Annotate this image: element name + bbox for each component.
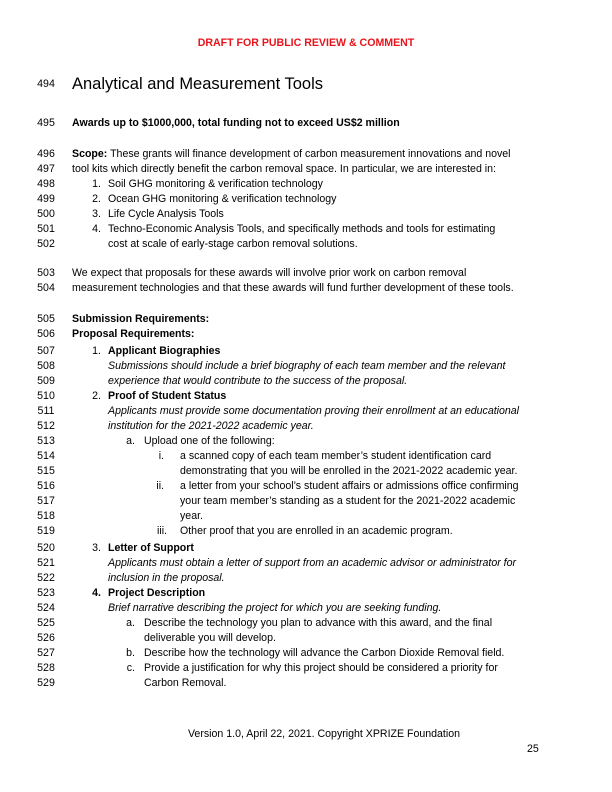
scope-line xyxy=(72,147,511,162)
scope-text: These grants will finance development of carbon measurement innovations and novel xyxy=(107,148,511,160)
list-marker: 2. xyxy=(92,390,101,402)
section-heading: Analytical and Measurement Tools xyxy=(72,75,323,93)
line-number: 507 xyxy=(37,345,55,357)
text-line: deliverable you will develop. xyxy=(144,632,276,644)
list-marker: i. xyxy=(158,450,164,462)
text-line: measurement technologies and that these awards will fund further development of these tools. xyxy=(72,282,514,294)
bold-text-line: Proof of Student Status xyxy=(108,390,227,402)
line-number: 496 xyxy=(37,148,55,160)
list-marker: b. xyxy=(126,647,135,659)
bold-text-line: Project Description xyxy=(108,587,206,599)
line-number: 495 xyxy=(37,117,55,129)
text-line: We expect that proposals for these awards will involve prior work on carbon removal xyxy=(72,267,467,279)
line-number: 523 xyxy=(37,587,55,599)
text-line: Provide a justification for why this project should be considered a priority for xyxy=(144,662,498,674)
text-line: Other proof that you are enrolled in an academic program. xyxy=(180,525,453,537)
text-line: Carbon Removal. xyxy=(144,677,227,689)
text-line: tool kits which directly benefit the carbon removal space. In particular, we are interested in: xyxy=(72,163,496,175)
line-number: 508 xyxy=(37,360,55,372)
list-marker: 3. xyxy=(92,208,101,220)
line-number: 510 xyxy=(37,390,55,402)
text-line: Life Cycle Analysis Tools xyxy=(108,208,224,220)
list-marker: 1. xyxy=(92,178,101,190)
line-number: 516 xyxy=(37,480,55,492)
line-number: 524 xyxy=(37,602,55,614)
text-line: a scanned copy of each team member’s student identification card xyxy=(180,450,492,462)
bold-text-line: Proposal Requirements: xyxy=(72,328,195,340)
bold-text-line: Letter of Support xyxy=(108,542,194,554)
line-number: 497 xyxy=(37,163,55,175)
line-number: 511 xyxy=(37,405,55,417)
line-number: 521 xyxy=(37,557,55,569)
line-number: 520 xyxy=(37,542,55,554)
text-line: Upload one of the following: xyxy=(144,435,275,447)
text-line: Describe the technology you plan to advance with this award, and the final xyxy=(144,617,493,629)
footer-version: Version 1.0, April 22, 2021. Copyright XPRIZE Foundation xyxy=(187,728,461,740)
italic-text-line: inclusion in the proposal. xyxy=(108,572,225,584)
line-number: 517 xyxy=(37,495,55,507)
line-number: 503 xyxy=(37,267,55,279)
bold-text-line: Applicant Biographies xyxy=(108,345,221,357)
line-number: 529 xyxy=(37,677,55,689)
line-number: 526 xyxy=(37,632,55,644)
scope-label: Scope: xyxy=(72,148,108,160)
line-number: 518 xyxy=(37,510,55,522)
line-number: 522 xyxy=(37,572,55,584)
italic-text-line: Applicants must provide some documentation proving their enrollment at an educational xyxy=(108,405,520,417)
text-line: Techno-Economic Analysis Tools, and specifically methods and tools for estimating xyxy=(108,223,496,235)
line-number: 527 xyxy=(37,647,55,659)
list-marker: 3. xyxy=(92,542,101,554)
list-marker: iii. xyxy=(156,525,167,537)
line-number: 501 xyxy=(37,223,55,235)
list-marker: 4. xyxy=(92,223,101,235)
bold-text-line: Submission Requirements: xyxy=(72,313,210,325)
line-number: 515 xyxy=(37,465,55,477)
line-number: 512 xyxy=(37,420,55,432)
line-number: 514 xyxy=(37,450,55,462)
list-marker: ii. xyxy=(156,480,164,492)
line-number: 509 xyxy=(37,375,55,387)
list-marker: 4. xyxy=(92,587,101,599)
line-number: 528 xyxy=(37,662,55,674)
list-marker: a. xyxy=(126,435,135,447)
line-number: 504 xyxy=(37,282,55,294)
text-line: a letter from your school’s student affairs or admissions office confirming xyxy=(180,480,519,492)
page-number: 25 xyxy=(527,743,539,755)
text-line: Soil GHG monitoring & verification technology xyxy=(108,178,323,190)
italic-text-line: experience that would contribute to the success of the proposal. xyxy=(108,375,408,387)
text-line: year. xyxy=(180,510,203,522)
line-number: 494 xyxy=(37,78,55,90)
text-line: demonstrating that you will be enrolled in the 2021-2022 academic year. xyxy=(180,465,518,477)
list-marker: 2. xyxy=(92,193,101,205)
text-line: cost at scale of early-stage carbon removal solutions. xyxy=(108,238,358,250)
italic-text-line: Brief narrative describing the project for which you are seeking funding. xyxy=(108,602,442,614)
line-number: 498 xyxy=(37,178,55,190)
draft-banner: DRAFT FOR PUBLIC REVIEW & COMMENT xyxy=(197,37,415,49)
line-number: 500 xyxy=(37,208,55,220)
list-marker: 1. xyxy=(92,345,101,357)
italic-text-line: Submissions should include a brief biography of each team member and the relevant xyxy=(108,360,506,372)
line-number: 502 xyxy=(37,238,55,250)
text-line: your team member’s standing as a student for the 2021-2022 academic xyxy=(180,495,516,507)
line-number: 505 xyxy=(37,313,55,325)
italic-text-line: Applicants must obtain a letter of support from an academic advisor or administrator for xyxy=(108,557,517,569)
list-marker: c. xyxy=(126,662,135,674)
line-number: 499 xyxy=(37,193,55,205)
italic-text-line: institution for the 2021-2022 academic year. xyxy=(108,420,314,432)
list-marker: a. xyxy=(126,617,135,629)
text-line: Ocean GHG monitoring & verification technology xyxy=(108,193,337,205)
line-number: 519 xyxy=(37,525,55,537)
text-line: Describe how the technology will advance the Carbon Dioxide Removal field. xyxy=(144,647,505,659)
line-number: 525 xyxy=(37,617,55,629)
line-number: 506 xyxy=(37,328,55,340)
line-number: 513 xyxy=(37,435,55,447)
bold-text-line: Awards up to $1000,000, total funding not to exceed US$2 million xyxy=(72,117,400,129)
